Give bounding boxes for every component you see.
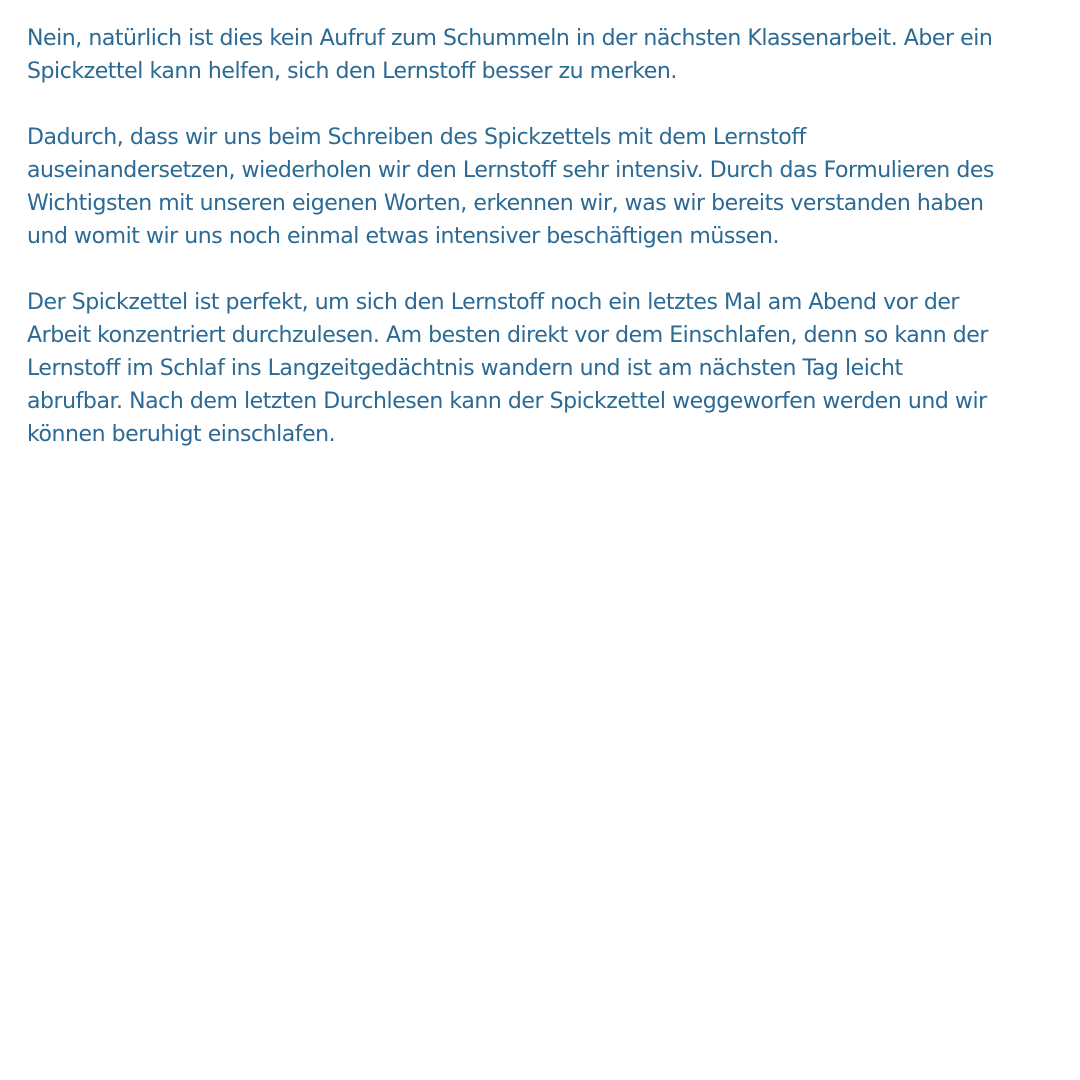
paragraph-intro: Nein, natürlich ist dies kein Aufruf zum Schummeln in der nächsten Klassenarbeit. Aber ein Spickzettel kann helfen, sich den Lernstoff besser zu merken.	[27, 26, 993, 84]
paragraph-evening-review: Der Spickzettel ist perfekt, um sich den Lernstoff noch ein letztes Mal am Abend vor der Arbeit konzentriert durchzulesen. Am besten direkt vor dem Einschlafen, denn so kann der Lernstoff im Schlaf ins Langzeitgedächtnis wandern und ist am nächsten Tag leicht abrufbar. Nach dem letzten Durchlesen kann der Spickzettel weggeworfen werden und wir können beruhigt einschlafen.	[27, 290, 988, 447]
article-body	[27, 22, 1067, 484]
paragraph-writing-benefits: Dadurch, dass wir uns beim Schreiben des Spickzettels mit dem Lernstoff auseinandersetzen, wiederholen wir den Lernstoff sehr intensiv. Durch das Formulieren des Wichtigsten mit unseren eigenen Worten, erkennen wir, was wir bereits verstanden haben und womit wir uns noch einmal etwas intensiver beschäftigen müssen.	[27, 125, 994, 249]
